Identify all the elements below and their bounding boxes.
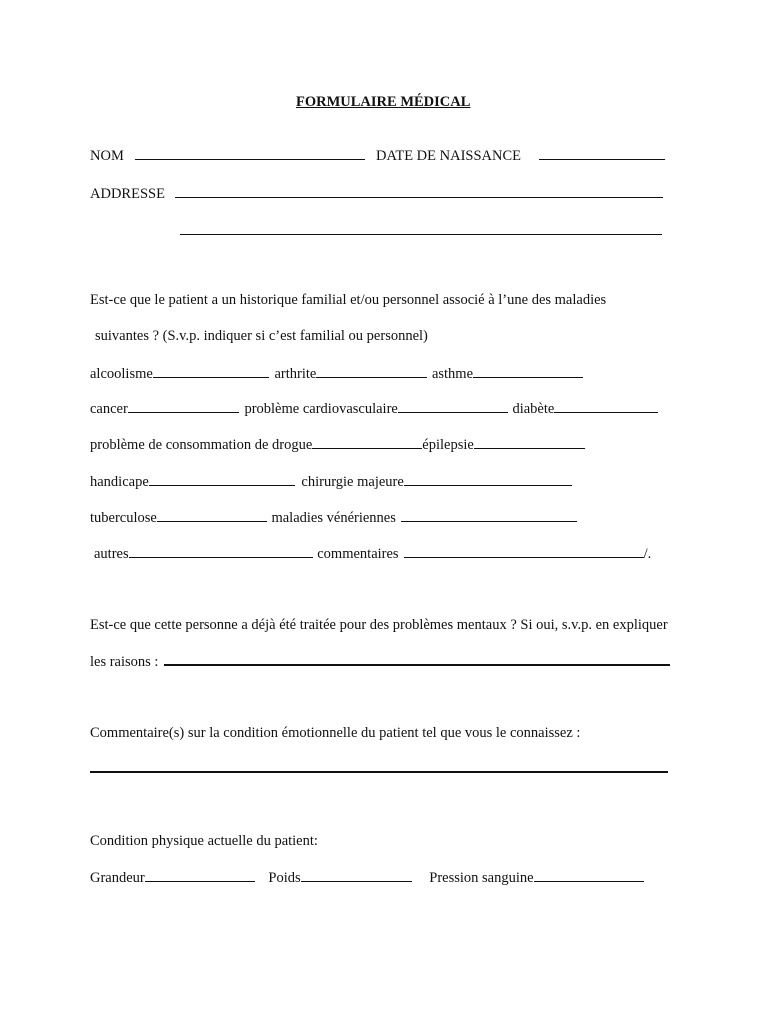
conditions-row-6 bbox=[94, 545, 651, 563]
pression-label: Pression sanguine bbox=[429, 870, 534, 886]
address-line-2 bbox=[180, 222, 662, 240]
cardio-field[interactable] bbox=[398, 400, 508, 413]
nom-label: NOM bbox=[90, 148, 124, 164]
veneriennes-field[interactable] bbox=[401, 509, 577, 522]
conditions-row-3 bbox=[90, 436, 585, 454]
autres-label: autres bbox=[94, 546, 129, 562]
history-question-line2: suivantes ? (S.v.p. indiquer si c’est familial ou personnel) bbox=[95, 328, 428, 344]
handicape-field[interactable] bbox=[149, 473, 295, 486]
poids-label: Poids bbox=[268, 870, 301, 886]
diabete-field[interactable] bbox=[554, 400, 658, 413]
pression-field[interactable] bbox=[534, 869, 644, 882]
nom-line bbox=[90, 147, 365, 165]
dob-field[interactable] bbox=[539, 147, 665, 160]
cancer-label: cancer bbox=[90, 401, 128, 417]
commentaires-label: commentaires bbox=[317, 546, 399, 562]
alcoolisme-label: alcoolisme bbox=[90, 366, 153, 382]
end-mark: /. bbox=[643, 546, 652, 562]
arthrite-label: arthrite bbox=[274, 366, 317, 382]
address-field-2[interactable] bbox=[180, 222, 662, 235]
mental-reasons-field[interactable] bbox=[164, 653, 670, 666]
address-field-1[interactable] bbox=[175, 185, 663, 198]
nom-field[interactable] bbox=[135, 147, 365, 160]
mental-reasons-line bbox=[90, 653, 670, 671]
dob-label: DATE DE NAISSANCE bbox=[376, 148, 521, 164]
physical-row bbox=[90, 869, 644, 887]
conditions-row-1 bbox=[90, 365, 583, 383]
emotional-line bbox=[90, 760, 668, 778]
chirurgie-label: chirurgie majeure bbox=[301, 474, 404, 490]
mental-question: Est-ce que cette personne a déjà été traitée pour des problèmes mentaux ? Si oui, s.v.p. en expliquer bbox=[90, 617, 668, 633]
drogue-label: problème de consommation de drogue bbox=[90, 437, 313, 453]
commentaires-field[interactable] bbox=[404, 545, 644, 558]
address-label: ADDRESSE bbox=[90, 186, 165, 202]
dob-line bbox=[376, 147, 665, 165]
alcoolisme-field[interactable] bbox=[153, 365, 269, 378]
handicape-label: handicape bbox=[90, 474, 149, 490]
mental-reasons-label: les raisons : bbox=[90, 654, 159, 670]
epilepsie-field[interactable] bbox=[474, 436, 585, 449]
emotional-field[interactable] bbox=[90, 760, 668, 773]
epilepsie-label: épilepsie bbox=[422, 437, 474, 453]
emotional-label: Commentaire(s) sur la condition émotionnelle du patient tel que vous le connaissez : bbox=[90, 725, 581, 741]
autres-field[interactable] bbox=[129, 545, 313, 558]
grandeur-label: Grandeur bbox=[90, 870, 145, 886]
veneriennes-label: maladies vénériennes bbox=[271, 510, 396, 526]
arthrite-field[interactable] bbox=[316, 365, 427, 378]
form-title: FORMULAIRE MÉDICAL bbox=[296, 94, 471, 110]
asthme-field[interactable] bbox=[473, 365, 583, 378]
history-question-line1: Est-ce que le patient a un historique familial et/ou personnel associé à l’une des maladies bbox=[90, 292, 607, 308]
cancer-field[interactable] bbox=[128, 400, 239, 413]
cardio-label: problème cardiovasculaire bbox=[244, 401, 398, 417]
physical-label: Condition physique actuelle du patient: bbox=[90, 833, 318, 849]
address-line bbox=[90, 185, 663, 203]
drogue-field[interactable] bbox=[312, 436, 422, 449]
conditions-row-4 bbox=[90, 473, 572, 491]
conditions-row-2 bbox=[90, 400, 658, 418]
chirurgie-field[interactable] bbox=[404, 473, 572, 486]
diabete-label: diabète bbox=[512, 401, 555, 417]
grandeur-field[interactable] bbox=[145, 869, 255, 882]
conditions-row-5 bbox=[90, 509, 577, 527]
tuberculose-field[interactable] bbox=[157, 509, 267, 522]
asthme-label: asthme bbox=[431, 366, 474, 382]
poids-field[interactable] bbox=[301, 869, 412, 882]
tuberculose-label: tuberculose bbox=[90, 510, 157, 526]
